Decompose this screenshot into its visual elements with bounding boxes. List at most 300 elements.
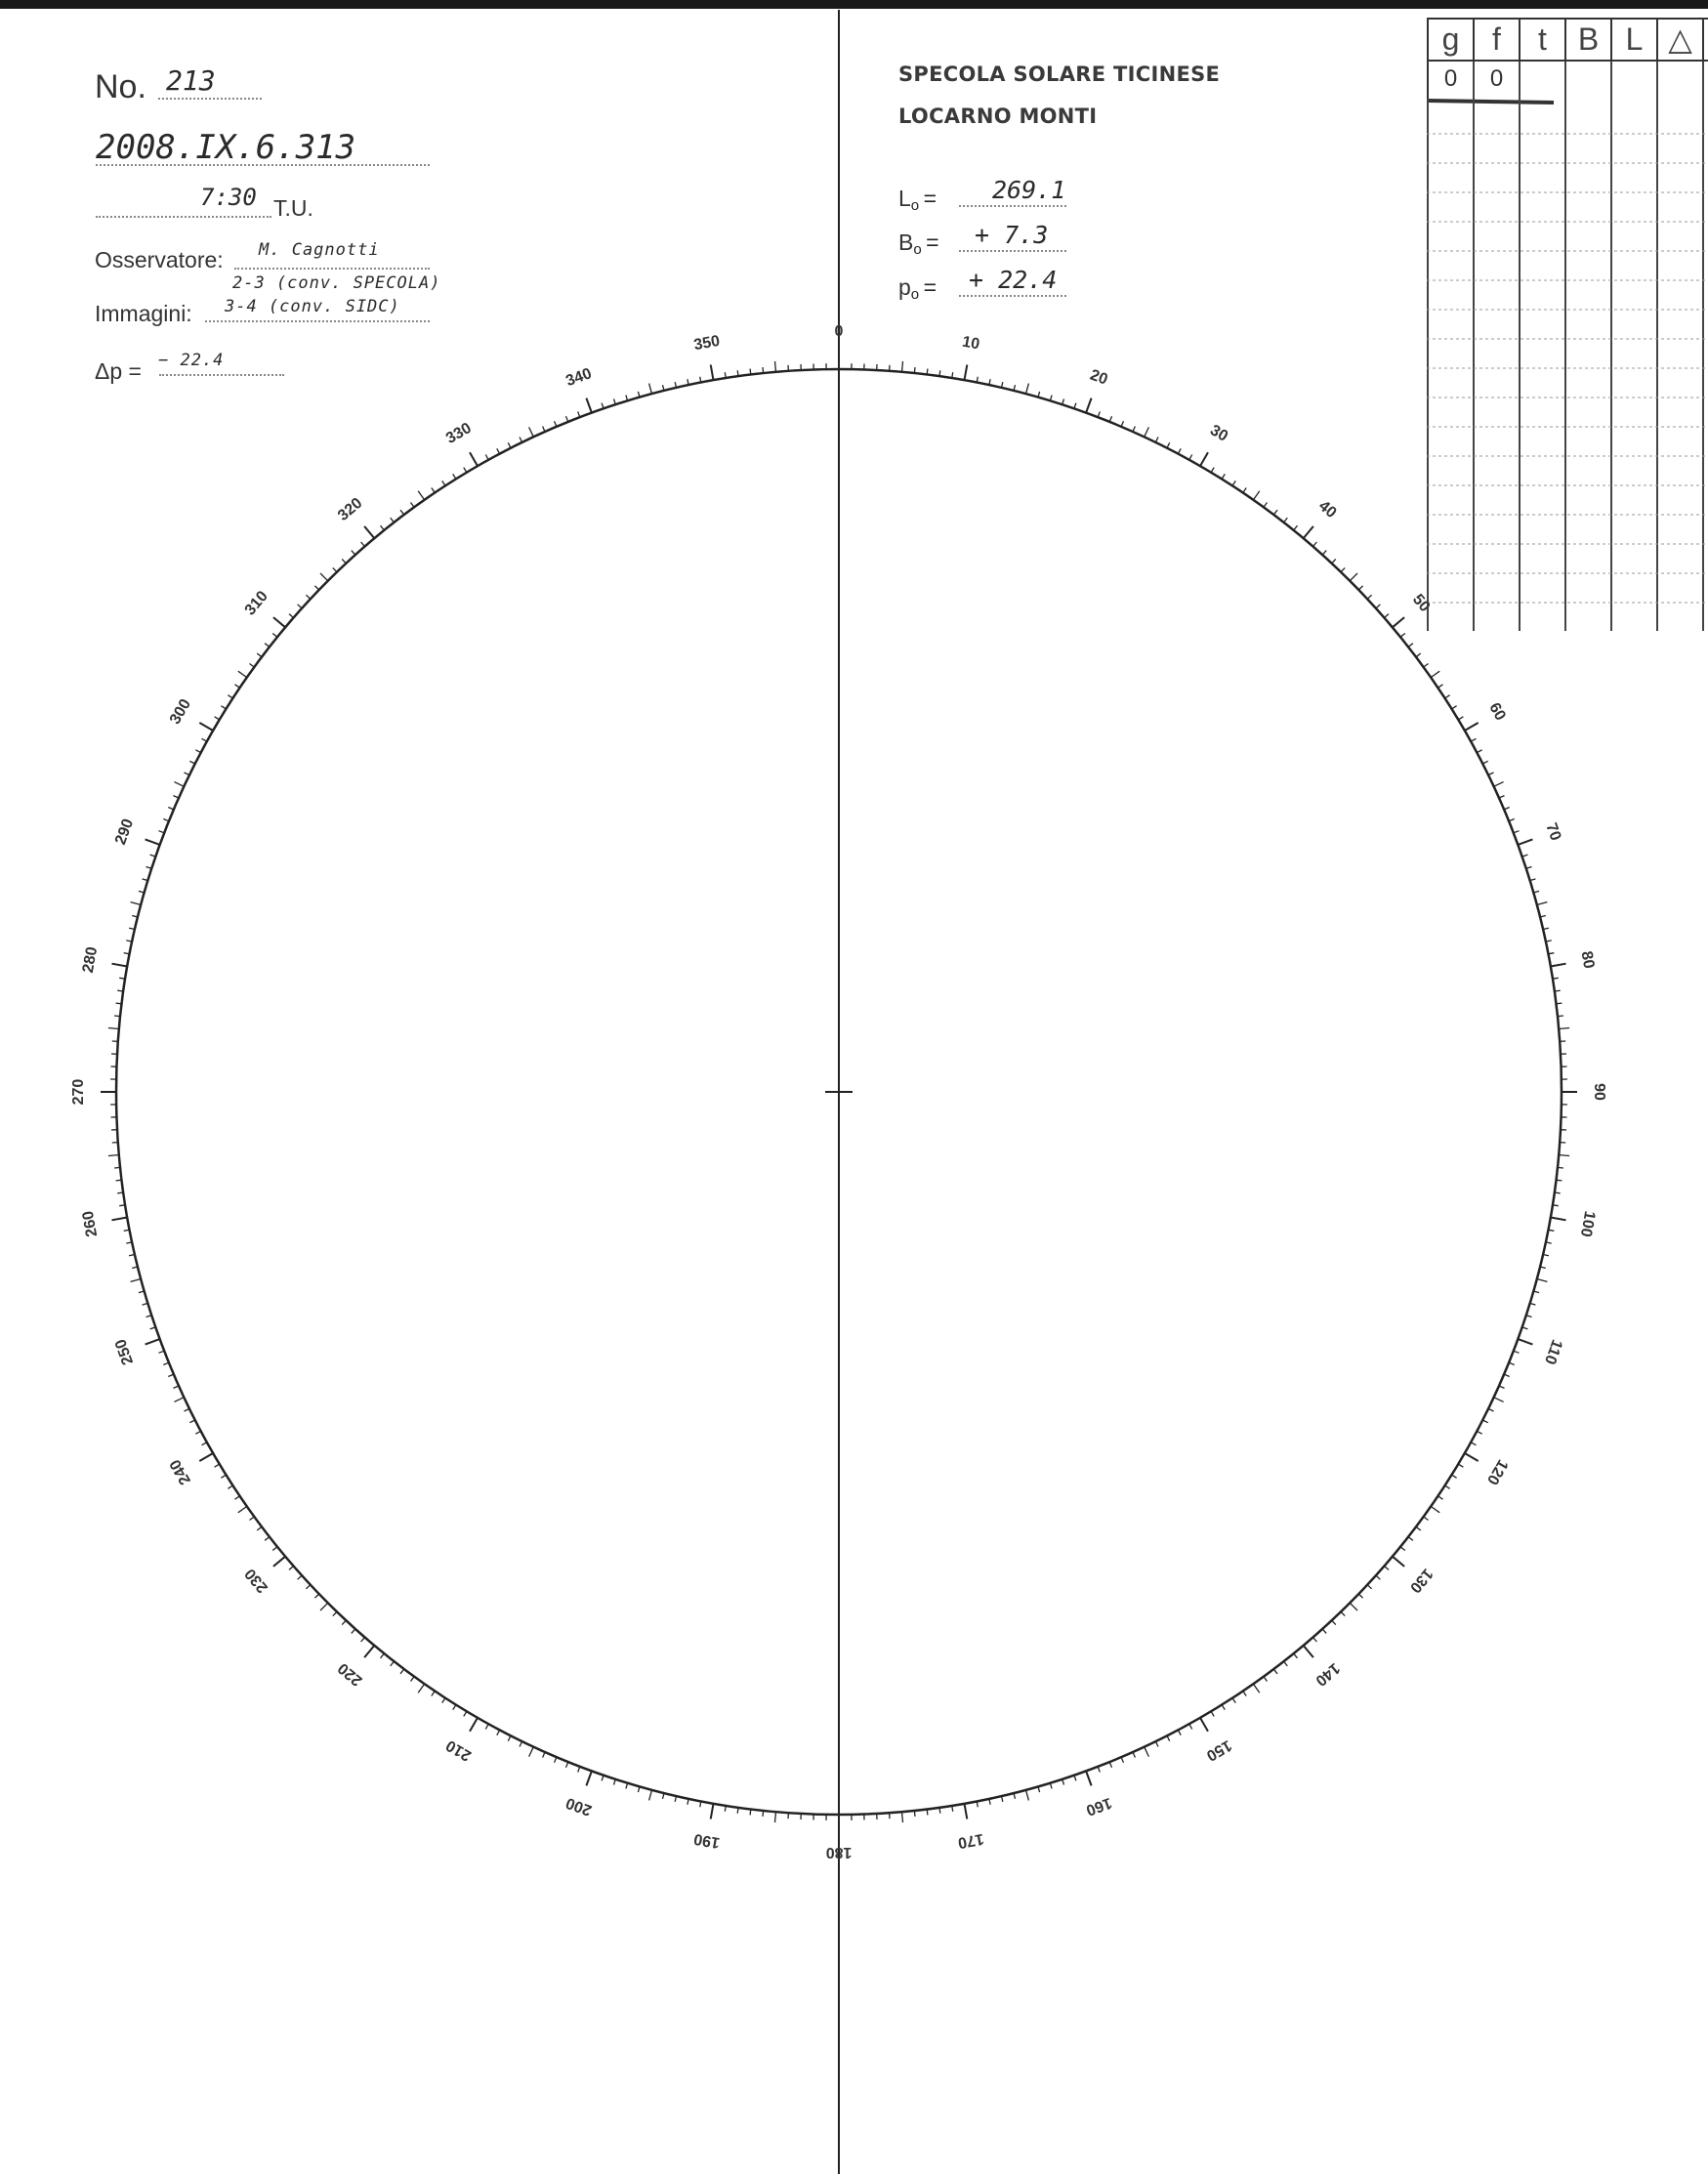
degree-tick bbox=[265, 644, 270, 648]
degree-tick bbox=[725, 372, 726, 378]
degree-tick bbox=[1200, 1718, 1208, 1732]
delta-p-value: − 22.4 bbox=[158, 351, 225, 370]
degree-tick bbox=[1431, 671, 1439, 677]
degree-tick bbox=[119, 978, 125, 979]
degree-tick bbox=[400, 510, 404, 515]
degree-tick bbox=[442, 481, 445, 485]
degree-tick bbox=[1284, 518, 1288, 523]
scale-label-240: 240 bbox=[166, 1456, 195, 1487]
ephemeris-b0-label: B bbox=[898, 230, 914, 255]
degree-tick bbox=[1526, 867, 1532, 869]
degree-tick bbox=[464, 468, 467, 473]
degree-tick bbox=[131, 1279, 142, 1282]
cell-spots: 0 bbox=[1475, 62, 1521, 99]
degree-tick bbox=[711, 365, 714, 381]
degree-tick bbox=[1222, 474, 1225, 479]
degree-tick bbox=[215, 1464, 220, 1467]
degree-tick bbox=[497, 448, 500, 453]
degree-tick bbox=[320, 1603, 328, 1610]
degree-tick bbox=[1551, 1218, 1566, 1221]
scale-label-190: 190 bbox=[692, 1829, 722, 1852]
degree-tick bbox=[1341, 567, 1345, 571]
degree-tick bbox=[927, 369, 928, 375]
degree-tick bbox=[1264, 1677, 1268, 1682]
degree-tick bbox=[626, 396, 628, 401]
scale-label-310: 310 bbox=[241, 588, 271, 619]
degree-tick bbox=[215, 717, 220, 720]
scale-label-270: 270 bbox=[70, 1078, 88, 1106]
degree-tick bbox=[1424, 1517, 1429, 1521]
degree-tick bbox=[1494, 782, 1504, 787]
degree-tick bbox=[1167, 442, 1170, 447]
degree-tick bbox=[1304, 1646, 1313, 1657]
degree-tick bbox=[1551, 964, 1566, 967]
degree-tick bbox=[1086, 1771, 1092, 1785]
cell-groups: 0 bbox=[1429, 62, 1475, 99]
scale-label-330: 330 bbox=[443, 419, 475, 448]
degree-tick bbox=[1530, 879, 1536, 881]
degree-tick bbox=[1062, 399, 1064, 405]
degree-tick bbox=[775, 361, 776, 372]
degree-tick bbox=[1518, 1339, 1532, 1345]
degree-tick bbox=[952, 1806, 953, 1812]
degree-tick bbox=[1558, 1167, 1563, 1168]
degree-tick bbox=[1155, 438, 1158, 442]
ephemeris-b0-sub: o bbox=[913, 241, 922, 259]
degree-tick bbox=[116, 1003, 122, 1004]
degree-tick bbox=[195, 750, 200, 753]
degree-tick bbox=[298, 605, 303, 608]
degree-tick bbox=[1294, 525, 1298, 530]
degree-tick bbox=[195, 1431, 200, 1434]
scale-label-120: 120 bbox=[1482, 1456, 1512, 1487]
degree-tick bbox=[1200, 452, 1208, 466]
degree-tick bbox=[1537, 902, 1548, 905]
degree-tick bbox=[1445, 1485, 1450, 1488]
degree-tick bbox=[1189, 455, 1192, 460]
degree-tick bbox=[750, 369, 751, 375]
degree-tick bbox=[1145, 1747, 1149, 1757]
degree-tick bbox=[497, 1730, 500, 1735]
ephemeris-l0-label: L bbox=[898, 186, 911, 211]
ephemeris-p0-equals: = bbox=[923, 274, 937, 300]
scale-label-0: 0 bbox=[834, 323, 844, 341]
degree-tick bbox=[649, 1790, 652, 1801]
degree-tick bbox=[464, 1711, 467, 1716]
degree-tick bbox=[1050, 396, 1052, 401]
header-delta: △ bbox=[1658, 20, 1704, 60]
ephemeris-l0-sub: o bbox=[910, 197, 920, 215]
degree-tick bbox=[228, 1485, 232, 1488]
scale-label-130: 130 bbox=[1406, 1565, 1437, 1596]
degree-tick bbox=[939, 370, 940, 376]
observer-value: M. Cagnotti bbox=[259, 240, 380, 260]
scale-label-160: 160 bbox=[1083, 1793, 1114, 1819]
degree-tick bbox=[1376, 1575, 1381, 1579]
degree-tick bbox=[221, 706, 226, 709]
degree-tick bbox=[146, 1316, 152, 1317]
degree-tick bbox=[257, 1526, 262, 1530]
degree-tick bbox=[1350, 573, 1357, 581]
header-groups: g bbox=[1429, 20, 1475, 60]
degree-tick bbox=[411, 1677, 415, 1682]
degree-tick bbox=[352, 1629, 355, 1634]
degree-tick bbox=[1431, 1506, 1439, 1512]
date-value: 2008.IX.6.313 bbox=[96, 128, 356, 167]
degree-tick bbox=[1086, 398, 1092, 413]
degree-tick bbox=[1553, 978, 1559, 979]
degree-tick bbox=[185, 773, 189, 775]
degree-tick bbox=[453, 1705, 456, 1710]
degree-tick bbox=[1155, 1741, 1158, 1746]
scale-label-20: 20 bbox=[1087, 366, 1110, 389]
degree-tick bbox=[1026, 384, 1029, 395]
degree-tick bbox=[114, 1016, 120, 1017]
degree-tick bbox=[199, 1453, 213, 1461]
degree-tick bbox=[1273, 510, 1277, 515]
degree-tick bbox=[131, 902, 142, 905]
degree-tick bbox=[1553, 1205, 1559, 1206]
degree-tick bbox=[221, 1475, 226, 1478]
degree-tick bbox=[1232, 1698, 1235, 1703]
degree-tick bbox=[298, 1575, 303, 1579]
degree-tick bbox=[411, 503, 415, 508]
degree-tick bbox=[1367, 1585, 1371, 1589]
degree-tick bbox=[1494, 1398, 1504, 1402]
degree-tick bbox=[1424, 664, 1429, 668]
degree-tick bbox=[273, 617, 285, 627]
degree-tick bbox=[470, 1718, 478, 1732]
degree-tick bbox=[202, 738, 207, 741]
degree-tick bbox=[1222, 1705, 1225, 1710]
degree-tick bbox=[1471, 738, 1476, 741]
degree-tick bbox=[143, 1303, 148, 1305]
images-label: Immagini: bbox=[95, 301, 192, 326]
degree-tick bbox=[306, 595, 310, 599]
degree-tick bbox=[927, 1810, 928, 1816]
scale-label-60: 60 bbox=[1485, 699, 1509, 724]
degree-tick bbox=[342, 559, 346, 563]
scale-label-260: 260 bbox=[79, 1209, 102, 1238]
degree-tick bbox=[1557, 1180, 1562, 1181]
scale-label-170: 170 bbox=[956, 1829, 985, 1852]
degree-tick bbox=[763, 1811, 764, 1817]
degree-tick bbox=[306, 1585, 310, 1589]
degree-tick bbox=[1452, 706, 1457, 709]
images-line-2: 3-4 (conv. SIDC) bbox=[225, 297, 400, 316]
degree-tick bbox=[1559, 1028, 1569, 1029]
degree-tick bbox=[1385, 1567, 1390, 1570]
degree-tick bbox=[1253, 1684, 1259, 1693]
degree-tick bbox=[775, 1812, 776, 1822]
degree-tick bbox=[520, 1741, 522, 1746]
degree-tick bbox=[1482, 761, 1487, 764]
degree-tick bbox=[614, 399, 616, 405]
degree-tick bbox=[520, 438, 522, 442]
degree-tick bbox=[202, 1442, 207, 1445]
degree-tick bbox=[1400, 1547, 1405, 1551]
ephemeris-b0-equals: = bbox=[926, 230, 939, 255]
degree-tick bbox=[1559, 1155, 1569, 1156]
degree-tick bbox=[235, 685, 240, 688]
degree-tick bbox=[1304, 526, 1313, 538]
degree-tick bbox=[914, 1811, 915, 1817]
images-line-1: 2-3 (conv. SPECOLA) bbox=[232, 273, 441, 293]
degree-tick bbox=[108, 1028, 119, 1029]
degree-tick bbox=[614, 1779, 616, 1785]
degree-tick bbox=[174, 782, 184, 787]
degree-tick bbox=[1488, 1408, 1493, 1411]
scale-label-100: 100 bbox=[1576, 1209, 1599, 1238]
degree-tick bbox=[1243, 488, 1246, 493]
degree-tick bbox=[272, 634, 277, 638]
degree-tick bbox=[1438, 685, 1443, 688]
degree-tick bbox=[381, 525, 385, 530]
degree-tick bbox=[391, 518, 395, 523]
degree-tick bbox=[265, 1537, 270, 1541]
degree-tick bbox=[725, 1806, 726, 1812]
time-value: 7:30 bbox=[200, 184, 257, 211]
degree-tick bbox=[174, 1398, 184, 1402]
degree-tick bbox=[902, 1812, 903, 1822]
degree-tick bbox=[1050, 1783, 1052, 1789]
degree-tick bbox=[189, 761, 194, 764]
degree-tick bbox=[1458, 717, 1463, 720]
degree-tick bbox=[364, 1646, 374, 1657]
degree-tick bbox=[1558, 1016, 1563, 1017]
scale-label-280: 280 bbox=[79, 945, 102, 975]
degree-tick bbox=[235, 1496, 240, 1499]
degree-tick bbox=[1211, 468, 1214, 473]
degree-tick bbox=[1253, 491, 1259, 500]
header-longitude: L bbox=[1612, 20, 1658, 60]
degree-tick bbox=[146, 1339, 160, 1345]
degree-tick bbox=[364, 526, 374, 538]
degree-tick bbox=[116, 1180, 122, 1181]
observer-label: Osservatore: bbox=[95, 247, 224, 272]
degree-tick bbox=[250, 664, 255, 668]
degree-tick bbox=[1393, 617, 1404, 627]
degree-tick bbox=[1178, 448, 1181, 453]
number-value: 213 bbox=[166, 64, 216, 97]
degree-tick bbox=[146, 867, 152, 869]
degree-tick bbox=[238, 1506, 247, 1512]
degree-tick bbox=[1477, 750, 1481, 753]
degree-tick bbox=[529, 427, 534, 437]
scale-label-350: 350 bbox=[692, 332, 722, 355]
degree-tick bbox=[289, 614, 294, 618]
degree-tick bbox=[1145, 427, 1149, 437]
degree-tick bbox=[1452, 1475, 1457, 1478]
degree-tick bbox=[649, 384, 652, 395]
degree-tick bbox=[432, 1692, 435, 1696]
degree-tick bbox=[1367, 595, 1371, 599]
degree-tick bbox=[914, 367, 915, 373]
degree-tick bbox=[939, 1808, 940, 1814]
degree-tick bbox=[1385, 614, 1390, 618]
degree-tick bbox=[418, 1684, 424, 1693]
degree-tick bbox=[1471, 1442, 1476, 1445]
degree-tick bbox=[1189, 1724, 1192, 1729]
degree-tick bbox=[1332, 1620, 1336, 1624]
degree-tick bbox=[1458, 1464, 1463, 1467]
degree-tick bbox=[1393, 1557, 1404, 1567]
degree-tick bbox=[1557, 1003, 1562, 1004]
degree-tick bbox=[112, 964, 128, 967]
scale-label-70: 70 bbox=[1542, 820, 1564, 844]
degree-tick bbox=[342, 1620, 346, 1624]
scale-label-290: 290 bbox=[112, 816, 138, 848]
degree-tick bbox=[1416, 1526, 1421, 1530]
degree-tick bbox=[508, 442, 511, 447]
degree-tick bbox=[1555, 990, 1561, 991]
degree-tick bbox=[108, 1155, 119, 1156]
degree-tick bbox=[1284, 1661, 1288, 1666]
degree-tick bbox=[1273, 1669, 1277, 1674]
degree-tick bbox=[1537, 1279, 1548, 1282]
scale-label-110: 110 bbox=[1540, 1337, 1565, 1367]
degree-tick bbox=[320, 573, 328, 581]
degree-tick bbox=[1445, 695, 1450, 698]
degree-tick bbox=[1465, 1453, 1479, 1461]
degree-tick bbox=[1465, 723, 1479, 731]
degree-tick bbox=[1358, 1594, 1362, 1598]
degree-tick bbox=[1358, 586, 1362, 590]
degree-tick bbox=[1400, 634, 1405, 638]
degree-tick bbox=[442, 1698, 445, 1703]
degree-tick bbox=[626, 1783, 628, 1789]
degree-tick bbox=[314, 586, 318, 590]
degree-tick bbox=[1555, 1192, 1561, 1193]
observatory-location: LOCARNO MONTI bbox=[898, 105, 1098, 128]
degree-tick bbox=[586, 398, 592, 413]
header-type: t bbox=[1521, 20, 1566, 60]
degree-tick bbox=[1408, 1537, 1413, 1541]
degree-tick bbox=[1488, 773, 1493, 775]
degree-tick bbox=[737, 1808, 738, 1814]
degree-tick bbox=[1376, 605, 1381, 608]
time-unit-label: T.U. bbox=[273, 195, 313, 221]
degree-tick bbox=[228, 695, 232, 698]
degree-tick bbox=[119, 1205, 125, 1206]
ephemeris-p0-value: + 22.4 bbox=[969, 266, 1058, 294]
ephemeris-p0-label: p bbox=[898, 274, 911, 300]
header-latitude: B bbox=[1566, 20, 1612, 60]
degree-tick bbox=[361, 542, 365, 547]
degree-tick bbox=[1408, 644, 1413, 648]
degree-tick bbox=[750, 1810, 751, 1816]
degree-tick bbox=[1264, 503, 1268, 508]
scale-label-210: 210 bbox=[443, 1735, 475, 1765]
degree-tick bbox=[485, 455, 488, 460]
degree-tick bbox=[381, 1653, 385, 1658]
degree-tick bbox=[117, 990, 123, 991]
degree-tick bbox=[453, 474, 456, 479]
degree-tick bbox=[238, 671, 247, 677]
degree-tick bbox=[1294, 1653, 1298, 1658]
degree-tick bbox=[1243, 1692, 1246, 1696]
degree-tick bbox=[1332, 559, 1336, 563]
scale-label-90: 90 bbox=[1590, 1083, 1607, 1101]
scale-label-250: 250 bbox=[112, 1336, 138, 1367]
degree-tick bbox=[1341, 1611, 1345, 1615]
ephemeris-l0-value: 269.1 bbox=[992, 176, 1066, 204]
ephemeris-l0-equals: = bbox=[923, 186, 937, 211]
number-label: No. bbox=[95, 68, 146, 105]
scale-label-50: 50 bbox=[1408, 591, 1434, 616]
degree-tick bbox=[391, 1661, 395, 1666]
scale-label-300: 300 bbox=[166, 696, 195, 728]
degree-tick bbox=[1438, 1496, 1443, 1499]
scale-label-230: 230 bbox=[241, 1565, 271, 1596]
degree-tick bbox=[117, 1192, 123, 1193]
degree-tick bbox=[333, 1611, 337, 1615]
scale-label-150: 150 bbox=[1203, 1735, 1234, 1765]
degree-tick bbox=[529, 1747, 534, 1757]
degree-tick bbox=[418, 491, 424, 500]
scale-label-80: 80 bbox=[1577, 949, 1598, 971]
degree-tick bbox=[1178, 1730, 1181, 1735]
degree-tick bbox=[1482, 1420, 1487, 1423]
degree-tick bbox=[1416, 653, 1421, 657]
scale-label-180: 180 bbox=[825, 1843, 853, 1860]
degree-tick bbox=[114, 1167, 120, 1168]
scale-label-140: 140 bbox=[1312, 1659, 1343, 1690]
degree-tick bbox=[586, 1771, 592, 1785]
degree-tick bbox=[112, 1218, 128, 1221]
degree-tick bbox=[763, 367, 764, 373]
degree-tick bbox=[1518, 839, 1532, 845]
header-spots: f bbox=[1475, 20, 1521, 60]
scale-label-220: 220 bbox=[335, 1659, 366, 1690]
degree-tick bbox=[1350, 1603, 1357, 1610]
degree-tick bbox=[257, 653, 262, 657]
degree-tick bbox=[1211, 1711, 1214, 1716]
degree-tick bbox=[289, 1567, 294, 1570]
scale-label-10: 10 bbox=[960, 333, 981, 354]
degree-tick bbox=[352, 551, 355, 556]
degree-tick bbox=[146, 839, 160, 845]
degree-tick bbox=[1322, 1629, 1326, 1634]
degree-tick bbox=[1477, 1431, 1481, 1434]
degree-tick bbox=[965, 1804, 968, 1819]
degree-tick bbox=[199, 723, 213, 731]
degree-tick bbox=[314, 1594, 318, 1598]
degree-tick bbox=[361, 1638, 365, 1643]
degree-tick bbox=[902, 361, 903, 372]
degree-tick bbox=[470, 452, 478, 466]
delta-p-label: Δp = bbox=[95, 358, 142, 384]
degree-tick bbox=[1322, 551, 1326, 556]
degree-tick bbox=[143, 879, 148, 881]
degree-tick bbox=[1232, 481, 1235, 485]
scale-label-340: 340 bbox=[563, 365, 595, 391]
scale-label-320: 320 bbox=[335, 494, 366, 524]
scale-label-30: 30 bbox=[1207, 422, 1231, 445]
degree-tick bbox=[1313, 1638, 1317, 1643]
degree-tick bbox=[1167, 1735, 1170, 1740]
degree-tick bbox=[1530, 1303, 1536, 1305]
scale-label-40: 40 bbox=[1314, 497, 1340, 523]
degree-tick bbox=[965, 365, 968, 381]
degree-tick bbox=[737, 370, 738, 376]
degree-tick bbox=[272, 1547, 277, 1551]
degree-tick bbox=[508, 1735, 511, 1740]
degree-tick bbox=[432, 488, 435, 493]
ephemeris-p0-sub: o bbox=[910, 286, 920, 304]
degree-tick bbox=[1526, 1316, 1532, 1317]
ephemeris-b0-value: + 7.3 bbox=[975, 221, 1049, 249]
